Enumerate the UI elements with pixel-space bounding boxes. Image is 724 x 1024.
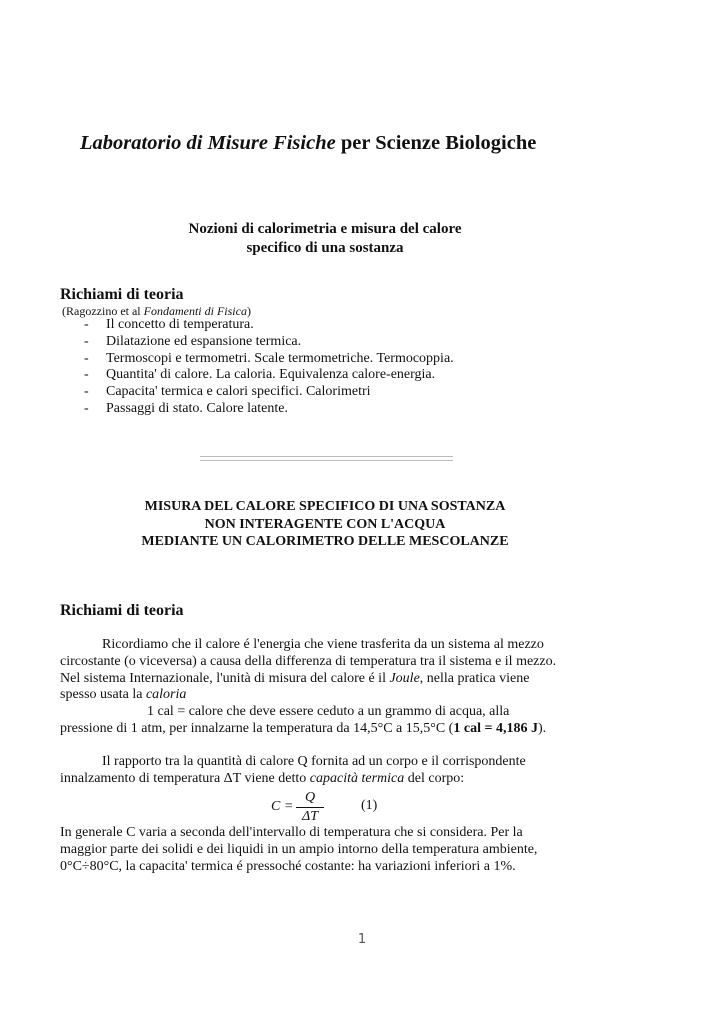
- paragraph-line: In generale C varia a seconda dell'intervallo di temperatura che si considera. Per la: [60, 825, 523, 840]
- paragraph-line: [60, 771, 600, 788]
- formula-lhs: C =: [271, 799, 294, 814]
- list-item-text: Passaggi di stato. Calore latente.: [106, 400, 288, 416]
- paragraph-line: circostante (o viceversa) a causa della differenza di temperatura tra il sistema e il mezzo.: [60, 653, 557, 669]
- list-item-text: Capacita' termica e calori specifici. Calorimetri: [106, 384, 371, 400]
- paragraph-line: [60, 671, 600, 688]
- text-span: ).: [537, 720, 547, 736]
- text-span-italic: Joule: [389, 670, 420, 686]
- list-item-text: Termoscopi e termometri. Scale termometriche. Termocoppia.: [106, 350, 454, 366]
- paragraph-capacity-variation: [60, 825, 600, 875]
- subtitle-line: Nozioni di calorimetria e misura del calore: [188, 221, 462, 237]
- paragraph-line: maggior parte dei solidi e dei liquidi in un ampio intorno della temperatura ambiente,: [60, 841, 538, 857]
- fraction-numerator: Q: [304, 790, 316, 805]
- text-span: spesso usata la: [60, 687, 146, 703]
- paragraph-line: Il rapporto tra la quantità di calore Q fornita ad un corpo e il corrispondente: [102, 754, 526, 769]
- reference-prefix: (Ragozzino et al: [62, 304, 144, 318]
- page-number: 1: [357, 932, 367, 947]
- paragraph-line: [60, 687, 600, 704]
- text-span: , nella pratica viene: [419, 670, 530, 686]
- title-rest-part: per Scienze Biologiche: [335, 132, 537, 154]
- list-item: - Quantita' di calore. La caloria. Equivalenza calore-energia.: [84, 367, 436, 383]
- fraction-denominator: ΔT: [301, 809, 318, 824]
- text-span: innalzamento di temperatura ΔT viene detto: [60, 770, 310, 786]
- text-span-bold: 1 cal = 4,186 J: [453, 720, 538, 736]
- document-subtitle: [0, 220, 650, 258]
- fraction-bar: [296, 807, 324, 808]
- text-span: pressione di 1 atm, per innalzarne la temperatura da 14,5°C a 15,5°C (: [60, 720, 454, 736]
- list-item: - Termoscopi e termometri. Scale termometriche. Termocoppia.: [84, 350, 454, 366]
- text-span: Nel sistema Internazionale, l'unità di misura del calore é il: [60, 670, 390, 686]
- subtitle-line: specifico di una sostanza: [246, 240, 404, 256]
- paragraph-line: Ricordiamo che il calore é l'energia che viene trasferita da un sistema al mezzo: [102, 637, 544, 652]
- paragraph-line: 1 cal = calore che deve essere ceduto a un grammo di acqua, alla: [147, 704, 510, 720]
- reference-suffix: ): [246, 304, 251, 318]
- measurement-title-line: MEDIANTE UN CALORIMETRO DELLE MESCOLANZE: [141, 534, 509, 549]
- measurement-title-line: MISURA DEL CALORE SPECIFICO DI UNA SOSTANZA: [144, 499, 506, 514]
- paragraph-line: [60, 721, 600, 738]
- paragraph-line: 0°C÷80°C, la capacita' termica é pressoché costante: ha variazioni inferiori a 1%.: [60, 858, 516, 874]
- title-italic-part: Laboratorio di Misure Fisiche: [80, 132, 336, 154]
- paragraph-heat-capacity: [60, 754, 600, 788]
- list-item-text: Quantita' di calore. La caloria. Equivalenza calore-energia.: [106, 367, 436, 383]
- list-item: - Capacita' termica e calori specifici. Calorimetri: [84, 384, 371, 400]
- section-heading-theory-2: Richiami di teoria: [60, 602, 184, 619]
- list-item-text: Il concetto di temperatura.: [106, 317, 254, 332]
- formula-fraction: [296, 790, 324, 825]
- text-span: del corpo:: [404, 770, 465, 786]
- list-item: - Il concetto di temperatura.: [84, 317, 254, 332]
- text-span-italic: caloria: [145, 687, 187, 703]
- list-item-text: Dilatazione ed espansione termica.: [106, 333, 302, 349]
- document-title: [80, 132, 536, 155]
- list-item: - Dilatazione ed espansione termica.: [84, 333, 302, 349]
- text-span-italic: capacità termica: [309, 770, 405, 786]
- equation-number: (1): [361, 798, 378, 813]
- separator-line: [200, 456, 453, 461]
- list-item: - Passaggi di stato. Calore latente.: [84, 400, 288, 416]
- measurement-title-line: NON INTERAGENTE CON L'ACQUA: [204, 516, 446, 532]
- reference-book-title: Fondamenti di Fisica: [143, 304, 247, 318]
- topic-list: [84, 317, 454, 418]
- measurement-title: [0, 498, 650, 551]
- paragraph-heat-definition: [60, 637, 600, 738]
- section-heading-theory: Richiami di teoria: [60, 286, 184, 303]
